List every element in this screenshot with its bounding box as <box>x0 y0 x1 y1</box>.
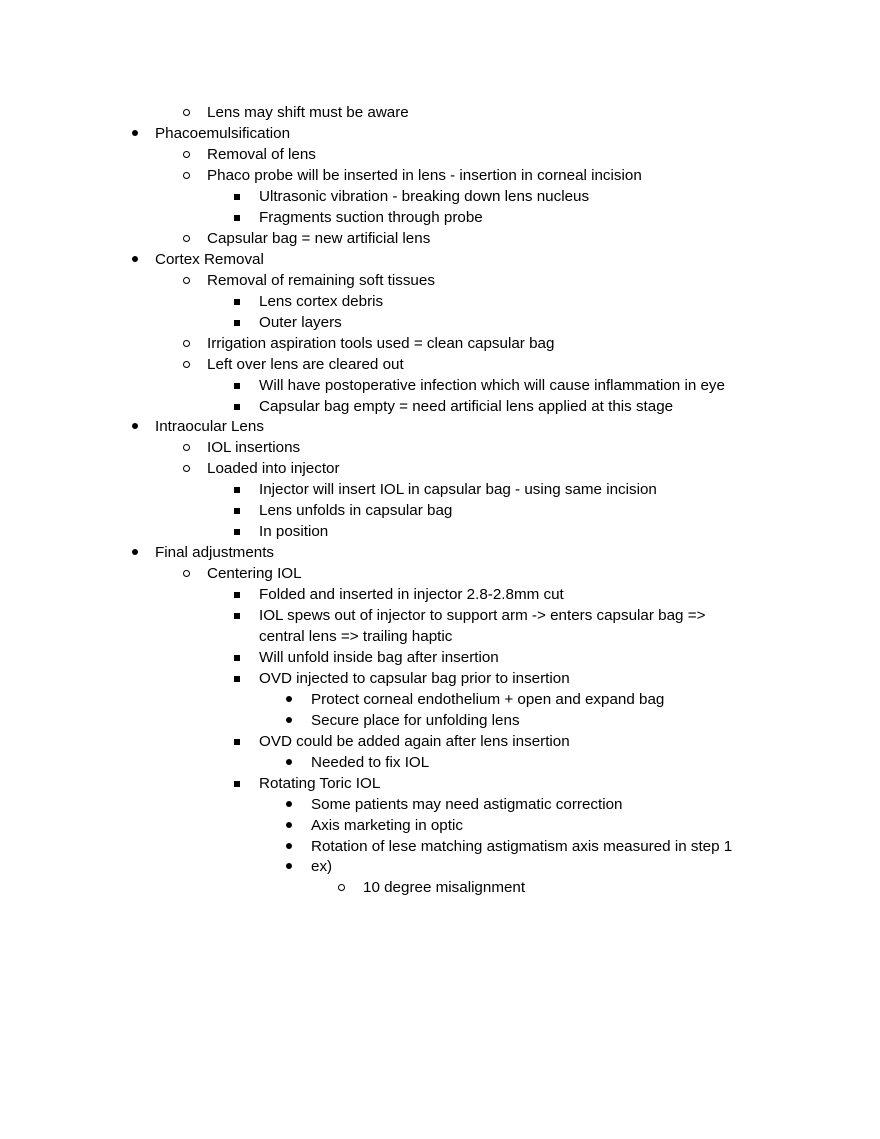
list-item: Final adjustments <box>155 544 275 561</box>
list-item: Lens may shift must be aware <box>207 104 409 121</box>
list-item: Protect corneal endothelium + open and expand bag <box>311 691 665 708</box>
list-item: Centering IOL <box>207 565 302 582</box>
list-item: Folded and inserted in injector 2.8-2.8mm cut <box>259 586 564 603</box>
list-item: Removal of remaining soft tissues <box>207 272 435 289</box>
list-item: Will unfold inside bag after insertion <box>259 649 499 666</box>
list-item: In position <box>259 523 329 540</box>
list-item: Cortex Removal <box>155 251 264 268</box>
list-item: Phaco probe will be inserted in lens - insertion in corneal incision <box>207 167 642 184</box>
list-item: Will have postoperative infection which will cause inflammation in eye <box>259 377 725 394</box>
list-item: Capsular bag empty = need artificial lens applied at this stage <box>259 398 674 415</box>
list-item: Secure place for unfolding lens <box>311 712 520 729</box>
list-item: Some patients may need astigmatic correction <box>311 796 623 813</box>
list-item: Lens unfolds in capsular bag <box>259 502 453 519</box>
list-item: Left over lens are cleared out <box>207 356 404 373</box>
list-item: Fragments suction through probe <box>259 209 483 226</box>
list-item: Needed to fix IOL <box>311 754 430 771</box>
list-item: Rotation of lese matching astigmatism axis measured in step 1 <box>311 838 733 855</box>
list-item: Rotating Toric IOL <box>259 775 381 792</box>
list-item: Lens cortex debris <box>259 293 384 310</box>
list-item: Capsular bag = new artificial lens <box>207 230 431 247</box>
list-item: IOL spews out of injector to support arm -> enters capsular bag => <box>259 607 706 624</box>
list-item: Removal of lens <box>207 146 316 163</box>
list-item: OVD could be added again after lens insertion <box>259 733 570 750</box>
list-item: Ultrasonic vibration - breaking down lens nucleus <box>259 188 590 205</box>
list-item: Intraocular Lens <box>155 418 264 435</box>
list-item: Irrigation aspiration tools used = clean capsular bag <box>207 335 555 352</box>
list-item: OVD injected to capsular bag prior to insertion <box>259 670 570 687</box>
list-item: Axis marketing in optic <box>311 817 463 834</box>
list-item: ex) <box>311 858 333 875</box>
list-item: Injector will insert IOL in capsular bag - using same incision <box>259 481 657 498</box>
list-item: Phacoemulsification <box>155 125 291 142</box>
list-item-continuation: central lens => trailing haptic <box>259 628 453 645</box>
list-item: Loaded into injector <box>207 460 340 477</box>
list-item: 10 degree misalignment <box>363 879 526 896</box>
list-item: IOL insertions <box>207 439 301 456</box>
list-item: Outer layers <box>259 314 342 331</box>
